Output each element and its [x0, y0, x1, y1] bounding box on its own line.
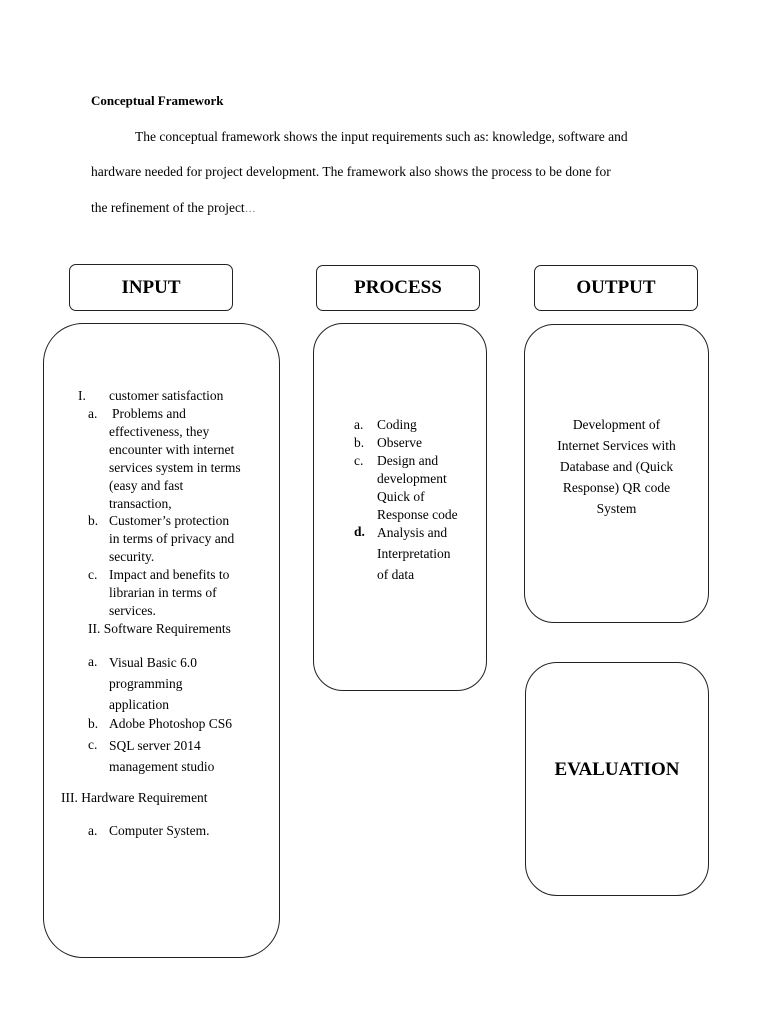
process-item-c-line: Design and — [377, 453, 439, 468]
input-item-b-marker: b. — [88, 513, 99, 528]
paragraph-ellipsis: … — [244, 203, 256, 215]
input-item-b-line: security. — [109, 549, 155, 564]
section-3-title: III. Hardware Requirement — [61, 790, 208, 805]
paragraph-line-2: hardware needed for project development. The framework also shows the process to be done for — [91, 164, 611, 179]
evaluation-label: EVALUATION — [554, 759, 680, 780]
software-item-c-line: SQL server 2014 — [109, 738, 201, 753]
input-item-a-line: effectiveness, they — [109, 424, 210, 439]
input-item-c-marker: c. — [88, 567, 98, 582]
process-item-b: Observe — [377, 435, 422, 450]
process-item-c-line: development — [377, 471, 447, 486]
software-item-a-line: application — [109, 697, 169, 712]
software-item-a-line: Visual Basic 6.0 — [109, 655, 198, 670]
section-heading: Conceptual Framework — [91, 93, 224, 108]
process-item-b-marker: b. — [354, 435, 365, 450]
output-line: Development of — [572, 417, 661, 432]
process-item-a-marker: a. — [354, 417, 364, 432]
process-item-d-line: Interpretation — [377, 546, 451, 561]
input-item-c — [109, 566, 229, 620]
process-item-d — [377, 522, 450, 585]
input-header-box — [69, 264, 233, 311]
paragraph-line-3-text: the refinement of the project — [91, 200, 245, 215]
software-item-b-marker: b. — [88, 716, 99, 731]
section-2-title: II. Software Requirements — [88, 621, 231, 636]
process-item-d-line: Analysis and — [377, 525, 448, 540]
input-item-a-line: Problems and — [112, 406, 186, 421]
software-item-a — [109, 652, 197, 715]
output-line: Internet Services with — [557, 438, 676, 453]
input-item-a — [109, 405, 241, 513]
software-item-c-line: management studio — [109, 759, 215, 774]
process-item-c-line: Response code — [377, 507, 458, 522]
process-item-d-marker: d. — [354, 524, 365, 539]
process-item-c — [377, 452, 458, 524]
hardware-item-a-marker: a. — [88, 823, 98, 838]
process-item-c-marker: c. — [354, 453, 364, 468]
input-item-b-line: in terms of privacy and — [109, 531, 235, 546]
output-header-box — [534, 265, 698, 311]
input-item-b-line: Customer’s protection — [109, 513, 230, 528]
software-item-a-marker: a. — [88, 654, 98, 669]
hardware-item-a: Computer System. — [109, 823, 210, 838]
input-item-a-line: services system in terms — [109, 460, 241, 475]
input-item-c-line: Impact and benefits to — [109, 567, 230, 582]
input-item-c-line: services. — [109, 603, 156, 618]
section-1-title: customer satisfaction — [109, 388, 224, 403]
input-item-a-marker: a. — [88, 406, 98, 421]
software-item-a-line: programming — [109, 676, 183, 691]
process-item-c-line: Quick of — [377, 489, 425, 504]
paragraph-line-3 — [91, 200, 256, 216]
output-line: System — [596, 501, 637, 516]
input-header-label: INPUT — [121, 276, 181, 298]
process-item-a: Coding — [377, 417, 417, 432]
input-item-c-line: librarian in terms of — [109, 585, 217, 600]
input-item-a-line: transaction, — [109, 496, 172, 511]
output-header-label: OUTPUT — [576, 277, 656, 298]
software-item-b: Adobe Photoshop CS6 — [109, 716, 233, 731]
process-item-d-line: of data — [377, 567, 415, 582]
software-item-c-marker: c. — [88, 737, 98, 752]
input-item-a-line: encounter with internet — [109, 442, 235, 457]
output-line: Response) QR code — [562, 480, 671, 495]
input-item-a-line: (easy and fast — [109, 478, 184, 493]
software-item-c — [109, 735, 214, 777]
output-line: Database and (Quick — [559, 459, 674, 474]
input-item-b — [109, 512, 234, 566]
section-1-marker: I. — [78, 388, 86, 403]
output-content — [524, 414, 709, 519]
paragraph-line-1: The conceptual framework shows the input requirements such as: knowledge, software and — [135, 129, 628, 144]
process-header-box — [316, 265, 480, 311]
process-header-label: PROCESS — [354, 277, 442, 298]
